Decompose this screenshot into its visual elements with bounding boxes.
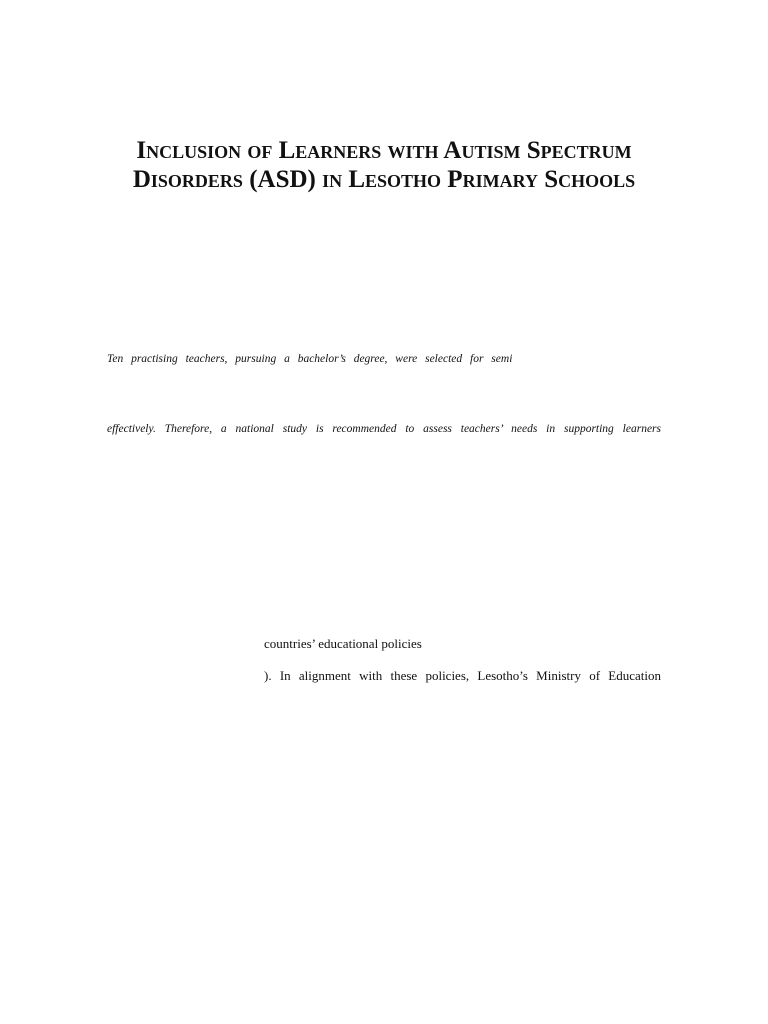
- paper-title: [100, 136, 668, 194]
- abstract-line-2: effectively. Therefore, a national study is recommended to assess teachers’ needs in supporting learners: [107, 423, 661, 435]
- body-line-2: ). In alignment with these policies, Lesotho’s Ministry of Education: [264, 668, 661, 683]
- body-line-1: countries’ educational policies: [264, 636, 422, 651]
- paper-title-line-2: Disorders (ASD) in Lesotho Primary Schools: [132, 166, 636, 193]
- paper-title-line-1: Inclusion of Learners with Autism Spectrum: [136, 137, 632, 164]
- abstract-line-1: Ten practising teachers, pursuing a bachelor’s degree, were selected for semi: [107, 353, 513, 365]
